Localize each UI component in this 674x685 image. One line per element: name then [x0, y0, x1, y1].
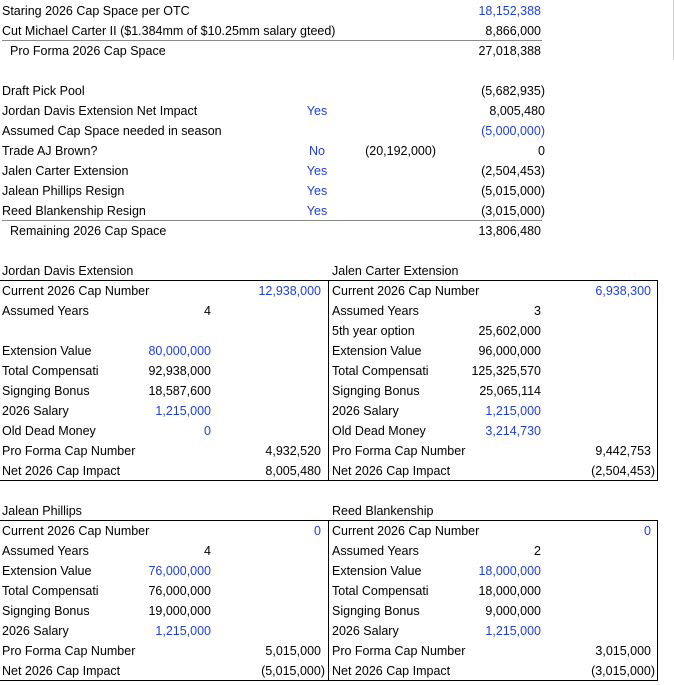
blankenship-ext-label[interactable]: Extension Value	[332, 564, 422, 578]
davis-bonus-value[interactable]: 18,587,600	[148, 384, 211, 398]
carter-salary-label[interactable]: 2026 Salary	[332, 404, 399, 418]
adjustment-flag[interactable]: Yes	[306, 164, 328, 178]
davis-box-right-border	[328, 280, 329, 481]
phillips-years-value[interactable]: 4	[204, 544, 211, 558]
carter-years-label[interactable]: Assumed Years	[332, 304, 419, 318]
adjustment-value[interactable]: (5,015,000)	[481, 184, 545, 198]
blankenship-box-bottom-border	[329, 680, 658, 681]
remaining-cap-space-label[interactable]: Remaining 2026 Cap Space	[10, 224, 167, 238]
carter-ext-value[interactable]: 96,000,000	[478, 344, 541, 358]
carter-net-label[interactable]: Net 2026 Cap Impact	[332, 464, 451, 478]
davis-current-label[interactable]: Current 2026 Cap Number	[2, 284, 150, 298]
davis-proforma-value[interactable]: 4,932,520	[265, 444, 321, 458]
blankenship-current-value[interactable]: 0	[644, 524, 651, 538]
phillips-total-label[interactable]: Total Compensati	[2, 584, 99, 598]
davis-title[interactable]: Jordan Davis Extension	[2, 264, 134, 278]
starting-cap-value[interactable]: 18,152,388	[478, 4, 541, 18]
davis-salary-value[interactable]: 1,215,000	[155, 404, 211, 418]
adjustment-value[interactable]: (3,015,000)	[481, 204, 545, 218]
blankenship-total-value[interactable]: 18,000,000	[478, 584, 541, 598]
adjustment-label[interactable]: Assumed Cap Space needed in season	[2, 124, 222, 138]
carter-dead-label[interactable]: Old Dead Money	[332, 424, 426, 438]
carter-ext-label[interactable]: Extension Value	[332, 344, 422, 358]
phillips-bonus-value[interactable]: 19,000,000	[148, 604, 211, 618]
adjustment-flag[interactable]: Yes	[306, 204, 328, 218]
davis-net-value[interactable]: 8,005,480	[265, 464, 321, 478]
carter-option-value[interactable]: 25,602,000	[478, 324, 541, 338]
adjustment-flag[interactable]: No	[309, 144, 325, 158]
blankenship-years-label[interactable]: Assumed Years	[332, 544, 419, 558]
adjustment-value[interactable]: 8,005,480	[489, 104, 545, 118]
carter-proforma-value[interactable]: 9,442,753	[595, 444, 651, 458]
phillips-total-value[interactable]: 76,000,000	[148, 584, 211, 598]
phillips-salary-value[interactable]: 1,215,000	[155, 624, 211, 638]
carter-net-value[interactable]: (2,504,453)	[591, 464, 655, 478]
remaining-cap-space-value[interactable]: 13,806,480	[478, 224, 541, 238]
adjustment-label[interactable]: Jordan Davis Extension Net Impact	[2, 104, 198, 118]
davis-ext-label[interactable]: Extension Value	[2, 344, 92, 358]
adjustment-label[interactable]: Draft Pick Pool	[2, 84, 85, 98]
phillips-ext-value[interactable]: 76,000,000	[148, 564, 211, 578]
phillips-current-label[interactable]: Current 2026 Cap Number	[2, 524, 150, 538]
davis-dead-value[interactable]: 0	[204, 424, 211, 438]
carter-salary-value[interactable]: 1,215,000	[485, 404, 541, 418]
davis-years-label[interactable]: Assumed Years	[2, 304, 89, 318]
phillips-years-label[interactable]: Assumed Years	[2, 544, 89, 558]
blankenship-net-label[interactable]: Net 2026 Cap Impact	[332, 664, 451, 678]
davis-total-label[interactable]: Total Compensati	[2, 364, 99, 378]
carter-total-label[interactable]: Total Compensati	[332, 364, 429, 378]
blankenship-net-value[interactable]: (3,015,000)	[591, 664, 655, 678]
davis-net-label[interactable]: Net 2026 Cap Impact	[2, 464, 121, 478]
adjustment-value[interactable]: 0	[538, 144, 545, 158]
phillips-net-value[interactable]: (5,015,000)	[261, 664, 325, 678]
phillips-net-label[interactable]: Net 2026 Cap Impact	[2, 664, 121, 678]
davis-total-value[interactable]: 92,938,000	[148, 364, 211, 378]
davis-box-top-border	[0, 280, 329, 281]
adjustment-label[interactable]: Trade AJ Brown?	[2, 144, 98, 158]
carter-box-bottom-border	[329, 480, 658, 481]
davis-proforma-label[interactable]: Pro Forma Cap Number	[2, 444, 136, 458]
adjustment-value[interactable]: (5,000,000)	[481, 124, 545, 138]
carter-dead-value[interactable]: 3,214,730	[485, 424, 541, 438]
carter-option-label[interactable]: 5th year option	[332, 324, 415, 338]
davis-box-bottom-border	[0, 480, 329, 481]
phillips-current-value[interactable]: 0	[314, 524, 321, 538]
phillips-ext-label[interactable]: Extension Value	[2, 564, 92, 578]
blankenship-box-top-border	[329, 520, 658, 521]
carter-box-top-border	[329, 280, 658, 281]
blankenship-salary-value[interactable]: 1,215,000	[485, 624, 541, 638]
blankenship-proforma-label[interactable]: Pro Forma Cap Number	[332, 644, 466, 658]
adjustment-label[interactable]: Reed Blankenship Resign	[2, 204, 146, 218]
carter-bonus-value[interactable]: 25,065,114	[479, 384, 541, 398]
blankenship-current-label[interactable]: Current 2026 Cap Number	[332, 524, 480, 538]
pro-forma-cap-space-value[interactable]: 27,018,388	[478, 44, 541, 58]
adjustment-trade-amount[interactable]: (20,192,000)	[365, 144, 436, 158]
phillips-box-bottom-border	[0, 680, 329, 681]
starting-cap-label[interactable]: Staring 2026 Cap Space per OTC	[2, 4, 190, 18]
carter-bonus-label[interactable]: Signging Bonus	[332, 384, 420, 398]
carter-title[interactable]: Jalen Carter Extension	[332, 264, 459, 278]
adjustment-value[interactable]: (5,682,935)	[481, 84, 545, 98]
blankenship-box-right-border	[657, 520, 658, 681]
phillips-title[interactable]: Jalean Phillips	[2, 504, 82, 518]
phillips-bonus-label[interactable]: Signging Bonus	[2, 604, 90, 618]
davis-years-value[interactable]: 4	[204, 304, 211, 318]
davis-ext-value[interactable]: 80,000,000	[148, 344, 211, 358]
cut-carter-label[interactable]: Cut Michael Carter II ($1.384mm of $10.25mm salary gteed)	[2, 24, 336, 38]
blankenship-bonus-label[interactable]: Signging Bonus	[332, 604, 420, 618]
carter-current-value[interactable]: 6,938,300	[595, 284, 651, 298]
davis-salary-label[interactable]: 2026 Salary	[2, 404, 69, 418]
adjustment-flag[interactable]: Yes	[306, 184, 328, 198]
blankenship-total-label[interactable]: Total Compensati	[332, 584, 429, 598]
adjustment-value[interactable]: (2,504,453)	[481, 164, 545, 178]
adjustment-label[interactable]: Jalean Phillips Resign	[2, 184, 125, 198]
adjustment-flag[interactable]: Yes	[306, 104, 328, 118]
carter-current-label[interactable]: Current 2026 Cap Number	[332, 284, 480, 298]
carter-proforma-label[interactable]: Pro Forma Cap Number	[332, 444, 466, 458]
davis-bonus-label[interactable]: Signging Bonus	[2, 384, 90, 398]
blankenship-ext-value[interactable]: 18,000,000	[478, 564, 541, 578]
phillips-proforma-label[interactable]: Pro Forma Cap Number	[2, 644, 136, 658]
phillips-box-top-border	[0, 520, 329, 521]
adjustment-label[interactable]: Jalen Carter Extension	[2, 164, 129, 178]
blankenship-proforma-value[interactable]: 3,015,000	[595, 644, 651, 658]
phillips-box-right-border	[328, 520, 329, 681]
pro-forma-cap-space-label[interactable]: Pro Forma 2026 Cap Space	[10, 44, 166, 58]
blankenship-salary-label[interactable]: 2026 Salary	[332, 624, 399, 638]
blankenship-years-value[interactable]: 2	[534, 544, 541, 558]
phillips-proforma-value[interactable]: 5,015,000	[265, 644, 321, 658]
davis-current-value[interactable]: 12,938,000	[258, 284, 321, 298]
cut-carter-value[interactable]: 8,866,000	[485, 24, 541, 38]
phillips-salary-label[interactable]: 2026 Salary	[2, 624, 69, 638]
carter-box-right-border	[657, 280, 658, 481]
carter-total-value[interactable]: 125,325,570	[471, 364, 541, 378]
davis-dead-label[interactable]: Old Dead Money	[2, 424, 96, 438]
blankenship-bonus-value[interactable]: 9,000,000	[485, 604, 541, 618]
blankenship-title[interactable]: Reed Blankenship	[332, 504, 434, 518]
carter-years-value[interactable]: 3	[534, 304, 541, 318]
